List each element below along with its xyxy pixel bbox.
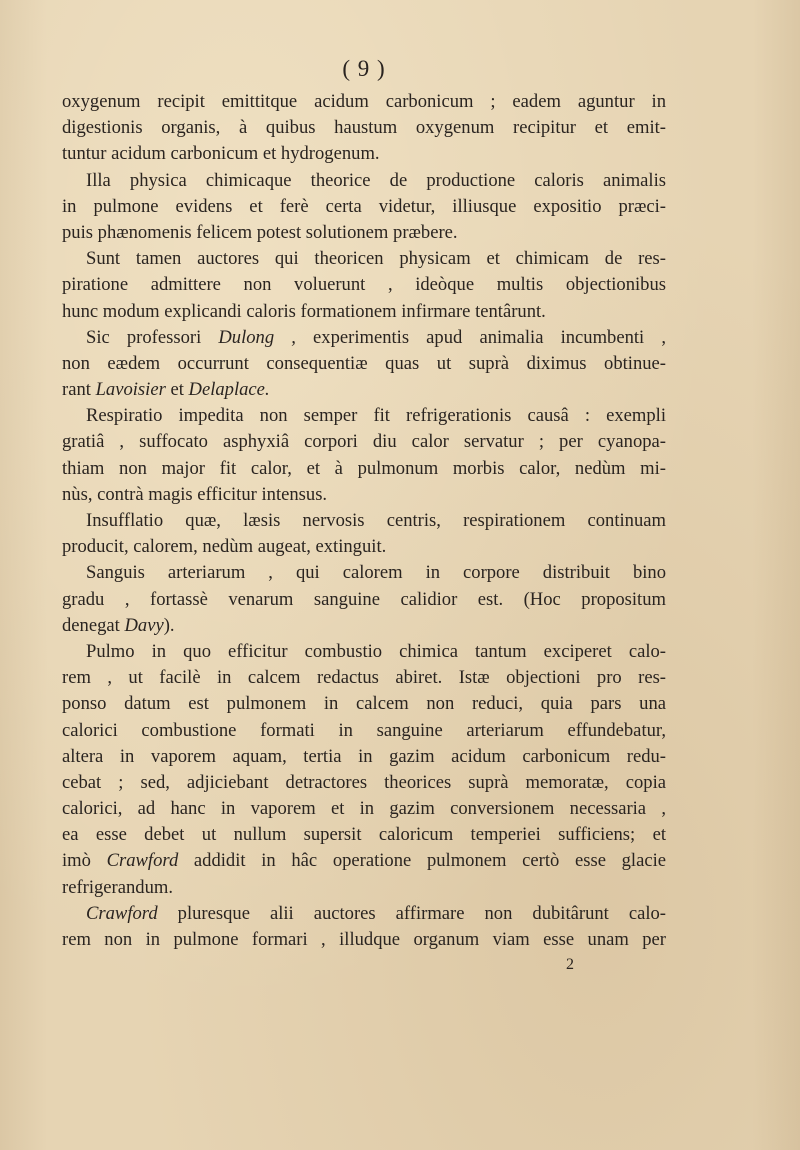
text-line	[62, 168, 666, 194]
text-line	[62, 403, 666, 429]
text-segment: hunc modum explicandi caloris formationem infirmare tentârunt.	[62, 300, 546, 322]
text-segment: Insufflatio quæ, læsis nervosis centris, respirationem continuam	[86, 510, 666, 531]
text-segment: ).	[163, 614, 175, 636]
italic-name: Davy	[124, 614, 164, 636]
text-line	[62, 429, 666, 455]
text-line	[62, 325, 666, 351]
text-segment: Respiratio impedita non semper fit refrigerationis causâ : exempli	[86, 405, 666, 427]
text-segment: refrigerandum.	[62, 876, 173, 898]
text-segment: calorici, ad hanc in vaporem et in gazim conversionem necessaria ,	[62, 798, 666, 820]
page-number: ( 9 )	[342, 56, 386, 81]
book-page	[62, 55, 666, 1115]
text-segment: thiam non major fit calor, et à pulmonum morbis calor, nedùm mi-	[62, 457, 666, 479]
text-line	[62, 639, 666, 665]
italic-name: Dulong ,	[218, 326, 296, 348]
text-segment: puis phænomenis felicem potest solutionem præbere.	[62, 221, 458, 243]
text-segment: gradu , fortassè venarum sanguine calidior est. (Hoc propositum	[62, 588, 666, 610]
text-line	[62, 141, 666, 167]
text-segment: rem , ut facilè in calcem redactus abiret. Istæ objectioni pro res-	[62, 667, 666, 689]
text-line	[62, 875, 666, 901]
text-segment: experimentis apud animalia incumbenti ,	[295, 326, 666, 348]
text-segment: Sanguis arteriarum , qui calorem in corpore distribuit bino	[86, 562, 666, 584]
italic-name: Crawford	[86, 902, 158, 924]
text-segment: ea esse debet ut nullum supersit caloricum temperiei sufficiens; et	[62, 824, 666, 846]
text-segment: pluresque alii auctores affirmare non dubitârunt calo-	[157, 902, 666, 924]
text-segment: Sunt tamen auctores qui theoricen physicam et chimicam de res-	[86, 248, 666, 270]
text-line	[62, 613, 666, 639]
text-line	[62, 272, 666, 298]
text-segment: Illa physica chimicaque theorice de productione caloris animalis	[86, 169, 666, 191]
text-line	[62, 534, 666, 560]
italic-name: Delaplace.	[188, 379, 270, 401]
signature-mark: 2	[566, 956, 574, 973]
text-line	[62, 482, 666, 508]
text-line	[62, 587, 666, 613]
italic-name: Crawford	[106, 850, 179, 872]
text-segment: Pulmo in quo efficitur combustio chimica tantum exciperet calo-	[86, 640, 666, 662]
text-segment: oxygenum recipit emittitque acidum carbonicum ; eadem aguntur in	[62, 91, 666, 112]
text-line	[62, 770, 666, 796]
text-segment: non eædem occurrunt consequentiæ quas ut suprà diximus obtinue-	[62, 352, 666, 374]
text-segment: addidit in hâc operatione pulmonem certò esse glacie	[178, 850, 666, 872]
text-line	[62, 351, 666, 377]
text-segment: tuntur acidum carbonicum et hydrogenum.	[62, 143, 380, 165]
text-segment: Sic professori	[86, 326, 219, 348]
text-line	[62, 299, 666, 325]
text-segment: et	[165, 379, 189, 401]
text-segment: gratiâ , suffocato asphyxiâ corpori diu calor servatur ; per cyanopa-	[62, 431, 666, 453]
text-line	[62, 220, 666, 246]
text-segment: nùs, contrà magis efficitur intensus.	[62, 483, 328, 505]
text-line	[62, 796, 666, 822]
text-segment: rem non in pulmone formari , illudque organum viam esse unam per	[62, 929, 666, 950]
text-line	[62, 194, 666, 220]
text-segment: producit, calorem, nedùm augeat, extinguit.	[62, 536, 387, 558]
text-segment: digestionis organis, à quibus haustum oxygenum recipitur et emit-	[62, 117, 666, 139]
text-line	[62, 115, 666, 141]
text-line	[62, 691, 666, 717]
text-line	[62, 744, 666, 770]
text-segment: piratione admittere non voluerunt , ideòque multis objectionibus	[62, 274, 666, 296]
text-line	[62, 822, 666, 848]
text-line	[62, 456, 666, 482]
text-line	[62, 901, 666, 927]
text-segment: cebat ; sed, adjiciebant detractores theorices suprà memoratæ, copia	[62, 771, 666, 793]
text-segment: imò	[62, 850, 107, 872]
text-segment: altera in vaporem aquam, tertia in gazim acidum carbonicum redu-	[62, 745, 666, 767]
text-line	[62, 718, 666, 744]
text-line	[62, 927, 666, 953]
text-line	[62, 246, 666, 272]
text-segment: in pulmone evidens et ferè certa videtur, illiusque expositio præci-	[62, 195, 666, 217]
text-segment: denegat	[62, 614, 125, 636]
text-line	[62, 508, 666, 534]
text-line	[62, 560, 666, 586]
text-line	[62, 89, 666, 115]
italic-name: Lavoisier	[95, 379, 166, 401]
text-segment: rant	[62, 379, 96, 401]
text-line	[62, 377, 666, 403]
text-line	[62, 848, 666, 874]
text-segment: calorici combustione formati in sanguine arteriarum effundebatur,	[62, 719, 666, 741]
body-text	[62, 89, 666, 953]
text-line	[62, 665, 666, 691]
text-segment: ponso datum est pulmonem in calcem non reduci, quia pars una	[62, 693, 666, 715]
